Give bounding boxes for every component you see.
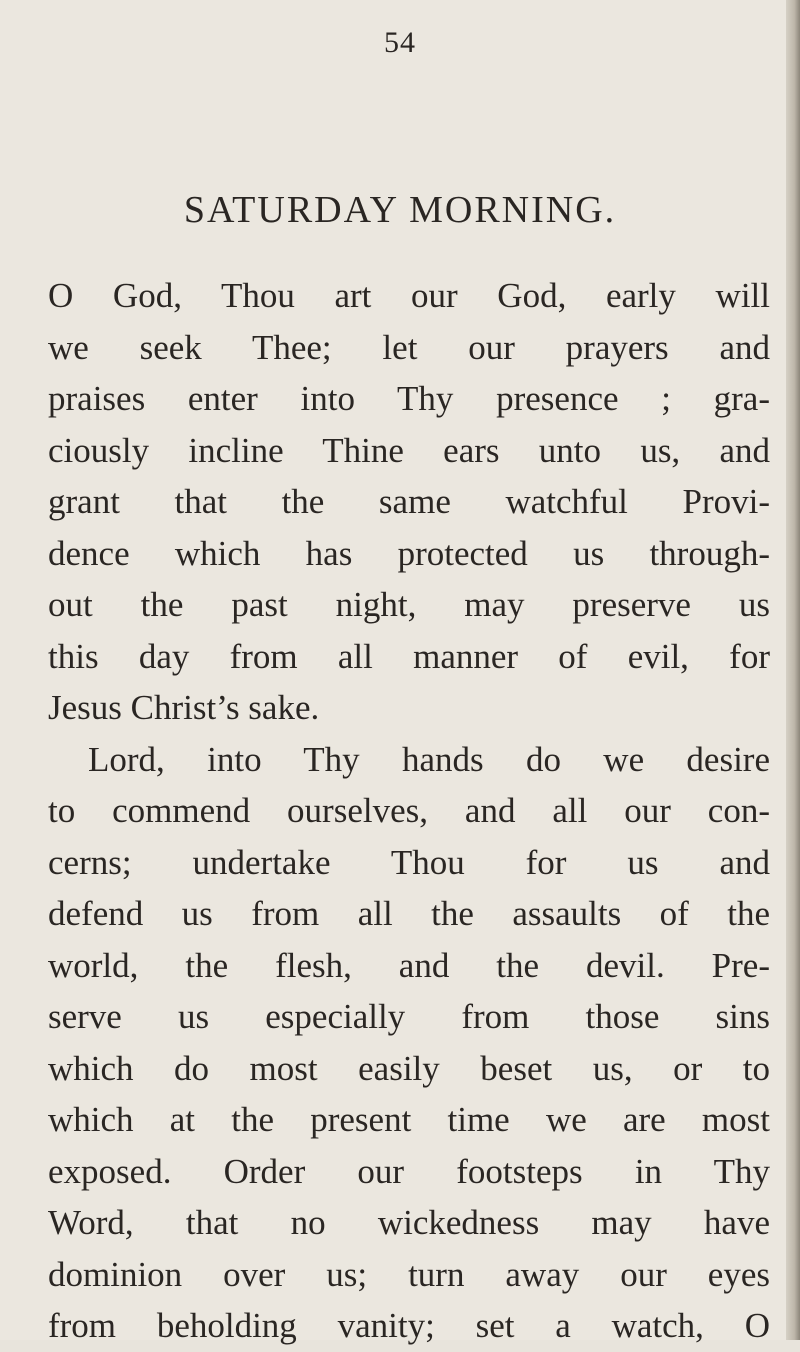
text-line: Lord, into Thy hands do we desire [88,739,770,779]
text-line: we seek Thee; let our prayers and [48,327,770,367]
page-heading: SATURDAY MORNING. [183,189,617,231]
text-line: Word, that no wickedness may have [48,1203,770,1242]
text-line: praises enter into Thy presence ; gra- [48,379,770,418]
text-line: from beholding vanity; set a watch, O [48,1306,770,1345]
text-line: Jesus Christ’s sake. [48,688,320,727]
page-number: 54 [384,26,416,59]
text-line: dence which has protected us through- [48,533,770,573]
text-line: cerns; undertake Thou for us and [48,842,770,882]
text-line: this day from all manner of evil, for [48,636,770,676]
text-line: dominion over us; turn away our eyes [48,1254,770,1294]
text-line: out the past night, may preserve us [48,585,770,624]
text-line: O God, Thou art our God, early will [48,276,770,315]
text-line: ciously incline Thine ears unto us, and [48,430,770,470]
text-line: exposed. Order our footsteps in Thy [48,1151,770,1191]
text-line: which do most easily beset us, or to [48,1048,770,1088]
text-line: grant that the same watchful Provi- [48,482,770,521]
prayer-text [48,270,770,1352]
text-line: serve us especially from those sins [48,997,770,1036]
text-line: to commend ourselves, and all our con- [48,791,770,830]
text-line: world, the flesh, and the devil. Pre- [48,945,770,985]
text-line: defend us from all the assaults of the [48,894,770,933]
text-line: which at the present time we are most [48,1100,770,1139]
